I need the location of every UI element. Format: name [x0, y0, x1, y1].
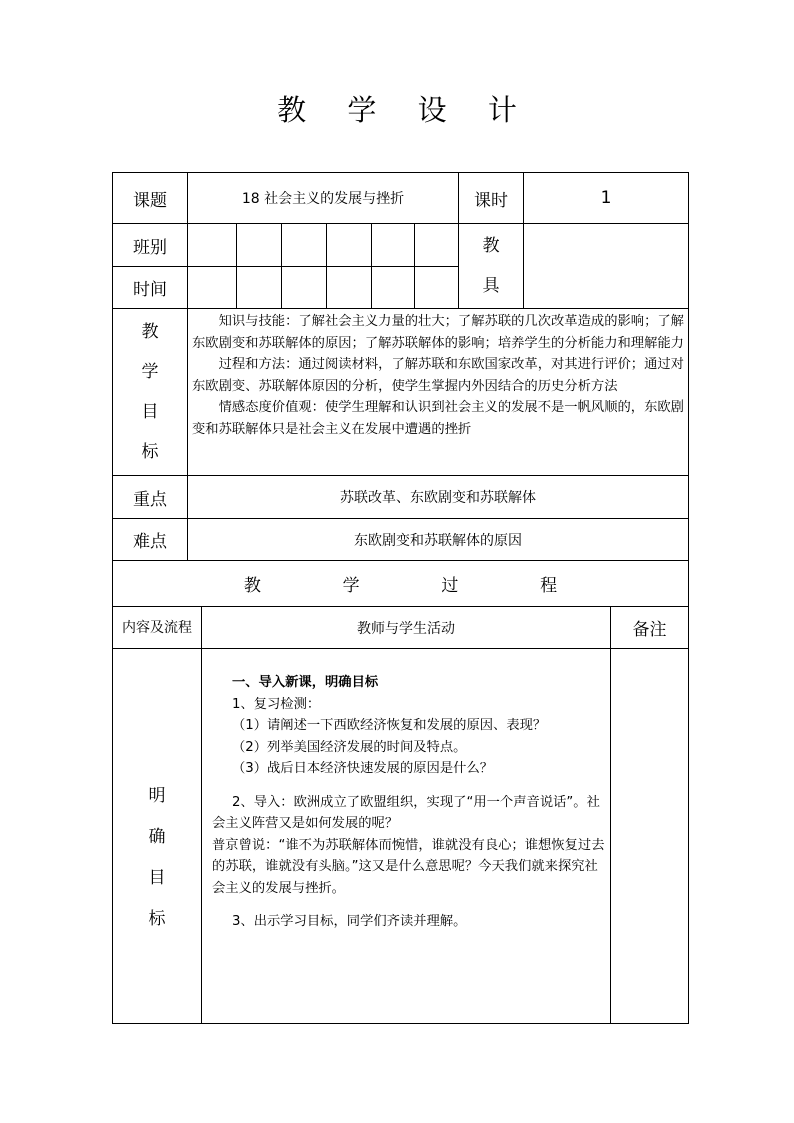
period-value: 1	[600, 188, 612, 208]
class-label: 班别	[133, 237, 167, 258]
time-label: 时间	[133, 280, 167, 300]
putin-quote: 普京曾说：“谁不为苏联解体而惋惜，谁就没有良心；谁想恢复过去的苏联，谁就没有头脑。”这又是什么意思呢？今天我们就来探究社会主义的发展与挫折。	[212, 837, 605, 896]
review-question-1: （1）请阐述一下西欧经济恢复和发展的原因、表现？	[231, 718, 547, 733]
objectives-text	[192, 311, 685, 440]
activity-heading: 一、导入新课，明确目标	[231, 675, 379, 690]
objective-process: 过程和方法：通过阅读材料，了解苏联和东欧国家改革，对其进行评价；通过对东欧剧变、苏联解体原因的分析，使学生掌握内外因结合的历史分析方法	[192, 357, 684, 394]
process-header: 教 学 过 程	[243, 576, 558, 596]
course-value: 18 社会主义的发展与挫折	[241, 191, 405, 207]
activities-content	[212, 672, 607, 933]
section-label-clarify-goals: 明 确 目 标	[148, 786, 166, 929]
difficulty-value: 东欧剧变和苏联解体的原因	[354, 532, 522, 549]
review-question-3: （3）战后日本经济快速发展的原因是什么？	[231, 761, 494, 776]
document-title: 教 学 设 计	[277, 93, 533, 127]
objective-attitude: 情感态度价值观：使学生理解和认识到社会主义的发展不是一帆风顺的，东欧剧变和苏联解体只是社会主义在发展中遭遇的挫折	[192, 400, 684, 437]
activities-header: 教师与学生活动	[357, 620, 455, 637]
course-label: 课题	[133, 190, 167, 211]
key-point-value: 苏联改革、东欧剧变和苏联解体	[340, 490, 536, 506]
period-label: 课时	[474, 190, 508, 211]
objective-knowledge: 知识与技能：了解社会主义力量的壮大；了解苏联的几次改革造成的影响；了解东欧剧变和苏联解体的原因；了解苏联解体的影响；培养学生的分析能力和理解能力	[192, 314, 684, 351]
teaching-tools-label: 教 具	[482, 235, 500, 296]
review-title: 1、复习检测：	[231, 696, 321, 712]
notes-header: 备注	[632, 620, 667, 640]
objectives-label: 教 学 目 标	[141, 321, 159, 462]
difficulty-label: 难点	[133, 532, 167, 552]
key-point-label: 重点	[133, 489, 167, 510]
content-flow-header: 内容及流程	[122, 619, 192, 636]
show-goals-text: 3、出示学习目标，同学们齐读并理解。	[231, 914, 467, 929]
review-question-2: （2）列举美国经济发展的时间及特点。	[231, 739, 467, 755]
intro-text: 2、导入：欧洲成立了欧盟组织，实现了“用一个声音说话”。社会主义阵营又是如何发展的呢？	[212, 794, 600, 831]
